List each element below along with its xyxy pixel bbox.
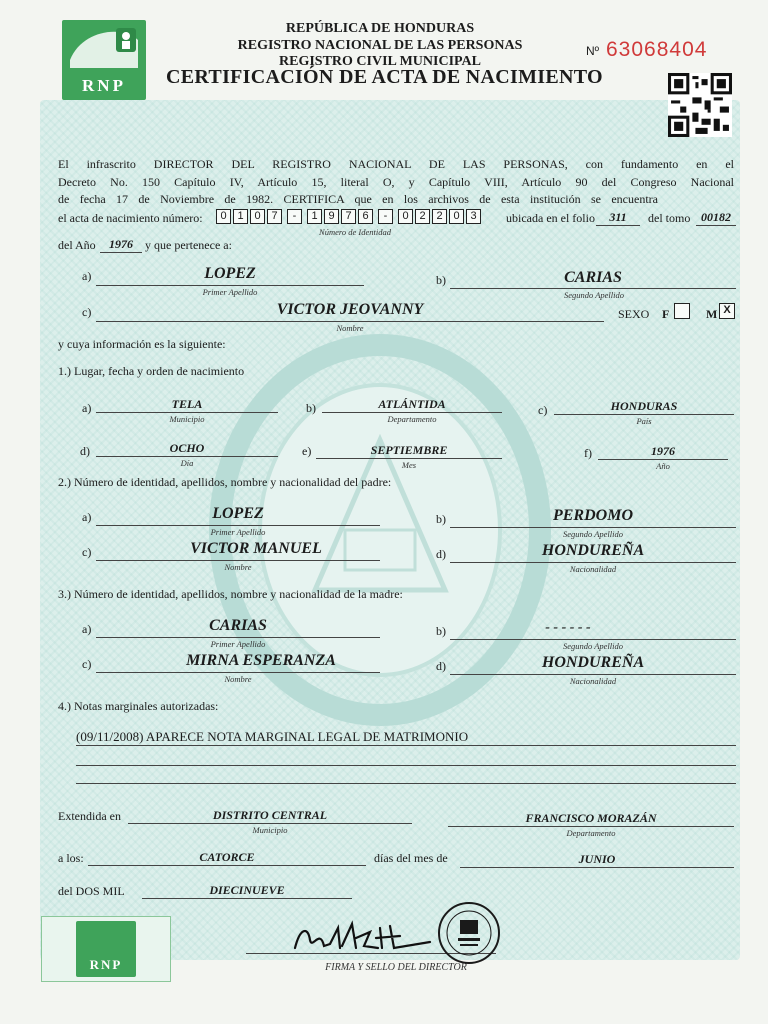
header-institution: REGISTRO NACIONAL DE LAS PERSONAS	[237, 38, 523, 53]
extendida-label: Extendida en	[58, 809, 121, 823]
s2-segundo-apellido: PERDOMO	[552, 507, 633, 524]
bottom-logo-frame	[41, 916, 171, 982]
intro-line-1: El infrascrito DIRECTOR DEL REGISTRO NACIONAL DE LAS PERSONAS, con fundamento en el	[58, 157, 734, 171]
id-digit: 7	[341, 209, 356, 224]
mes-emision: JUNIO	[578, 852, 616, 866]
header-country: REPÚBLICA DE HONDURAS	[285, 21, 475, 36]
section-1-label: 1.) Lugar, fecha y orden de nacimiento	[58, 364, 245, 378]
id-digit: 9	[324, 209, 339, 224]
s2-letter-d: d)	[436, 547, 446, 561]
s1-departamento-line	[322, 412, 502, 413]
dia-emision-line	[88, 865, 366, 866]
marginal-note: (09/11/2008) APARECE NOTA MARGINAL LEGAL DE MATRIMONIO	[76, 729, 469, 744]
serial-number: 63068404	[606, 38, 708, 61]
s3-letter-c: c)	[82, 657, 92, 671]
tomo-line	[696, 225, 736, 226]
dias-del-mes-label: días del mes de	[374, 851, 448, 865]
s2-nacionalidad-caption: Nacionalidad	[569, 564, 617, 574]
extendida-municipio-caption: Municipio	[252, 825, 288, 835]
s2-letter-b: b)	[436, 512, 446, 526]
notes-line-1	[76, 745, 736, 746]
extendida-departamento: FRANCISCO MORAZÁN	[525, 811, 657, 825]
sexo-f-label: F	[662, 307, 670, 321]
pertenece-label: y que pertenece a:	[145, 238, 232, 252]
s3-nombre: MIRNA ESPERANZA	[186, 652, 336, 669]
s3-primer-apellido: CARIAS	[209, 617, 267, 634]
s1-pais-line	[554, 414, 734, 415]
s2-nombre: VICTOR MANUEL	[190, 540, 322, 557]
subject-nombre-caption: Nombre	[336, 323, 364, 333]
subject-primer-apellido: LOPEZ	[204, 265, 256, 282]
official-stamp-icon	[436, 900, 502, 966]
s1-letter-d: d)	[80, 444, 90, 458]
anio-emision: DIECINUEVE	[209, 883, 285, 897]
s1-dia-line	[96, 456, 278, 457]
id-digit: 2	[415, 209, 430, 224]
subject-letter-a: a)	[82, 269, 92, 283]
s3-letter-d: d)	[436, 659, 446, 673]
subject-letter-c: c)	[82, 305, 92, 319]
anio-emision-line	[142, 898, 352, 899]
s2-nombre-caption: Nombre	[224, 562, 252, 572]
s2-letter-a: a)	[82, 510, 92, 524]
id-digit: 1	[233, 209, 248, 224]
extendida-municipio: DISTRITO CENTRAL	[212, 808, 328, 822]
s1-departamento: ATLÁNTIDA	[378, 397, 446, 411]
s1-letter-f: f)	[584, 446, 592, 460]
s1-pais: HONDURAS	[610, 399, 678, 413]
s2-primer-caption: Primer Apellido	[210, 527, 266, 537]
rnp-logo	[62, 20, 146, 100]
folio-line	[596, 225, 640, 226]
s2-segundo-line	[450, 527, 736, 528]
anio-label: del Año	[58, 238, 96, 252]
s3-nombre-line	[96, 672, 380, 673]
s2-segundo-caption: Segundo Apellido	[562, 529, 624, 539]
s3-nombre-caption: Nombre	[224, 674, 252, 684]
mes-emision-line	[460, 867, 734, 868]
id-digit: 0	[250, 209, 265, 224]
subject-segundo-caption: Segundo Apellido	[563, 290, 625, 300]
signature-caption: FIRMA Y SELLO DEL DIRECTOR	[325, 962, 467, 973]
document-title: CERTIFICACIÓN DE ACTA DE NACIMIENTO	[166, 66, 603, 88]
s3-nacionalidad-caption: Nacionalidad	[569, 676, 617, 686]
s3-letter-b: b)	[436, 624, 446, 638]
s3-segundo-caption: Segundo Apellido	[562, 641, 624, 651]
id-digit: 2	[432, 209, 447, 224]
serial-prefix: Nº	[586, 44, 600, 58]
subject-primer-line	[96, 285, 364, 286]
s1-municipio-line	[96, 412, 278, 413]
anio-value: 1976	[109, 237, 133, 251]
s3-primer-caption: Primer Apellido	[210, 639, 266, 649]
s1-mes: SEPTIEMBRE	[370, 443, 448, 457]
s1-municipio-caption: Municipio	[169, 414, 205, 424]
extendida-departamento-line	[448, 826, 734, 827]
s1-dia-caption: Día	[180, 458, 194, 468]
tomo-value: 00182	[701, 210, 731, 224]
s2-primer-line	[96, 525, 380, 526]
s3-nacionalidad-line	[450, 674, 736, 675]
notes-line-2	[76, 765, 736, 766]
s1-letter-b: b)	[306, 401, 316, 415]
s1-letter-a: a)	[82, 401, 92, 415]
flag-emblem-icon	[62, 20, 146, 78]
id-digit: -	[287, 209, 302, 224]
s3-nacionalidad: HONDUREÑA	[541, 654, 645, 671]
s1-pais-caption: País	[636, 416, 652, 426]
id-digit: 6	[358, 209, 373, 224]
anio-line	[100, 252, 142, 253]
header-registry: REGISTRO CIVIL MUNICIPAL	[279, 54, 481, 69]
section-3-label: 3.) Número de identidad, apellidos, nombre y nacionalidad de la madre:	[58, 587, 403, 601]
s2-nacionalidad-line	[450, 562, 736, 563]
s2-primer-apellido: LOPEZ	[212, 505, 264, 522]
intro-line-3: de fecha 17 de Noviembre de 1982. CERTIFICA que en los archivos de esta institución se encuentra	[58, 192, 658, 206]
section-4-label: 4.) Notas marginales autorizadas:	[58, 699, 219, 713]
id-digit: 0	[216, 209, 231, 224]
s1-letter-c: c)	[538, 403, 548, 417]
subject-nombre: VICTOR JEOVANNY	[276, 301, 424, 318]
s2-nombre-line	[96, 560, 380, 561]
id-digit: 3	[466, 209, 481, 224]
extendida-departamento-caption: Departamento	[566, 828, 616, 838]
s1-mes-line	[316, 458, 502, 459]
id-digit: 0	[449, 209, 464, 224]
folio-value: 311	[609, 210, 627, 224]
s1-anio-line	[598, 459, 728, 460]
s1-mes-caption: Mes	[401, 460, 417, 470]
director-signature	[290, 918, 440, 958]
sexo-label: SEXO	[618, 307, 650, 321]
dia-emision: CATORCE	[199, 850, 255, 864]
sexo-m-box: X	[719, 303, 735, 319]
tomo-label: del tomo	[648, 211, 691, 225]
dos-mil-label: del DOS MIL	[58, 884, 125, 898]
sexo-m-label: M	[706, 307, 718, 321]
s2-nacionalidad: HONDUREÑA	[541, 542, 645, 559]
id-digit: 7	[267, 209, 282, 224]
s1-municipio: TELA	[171, 397, 203, 411]
section-2-label: 2.) Número de identidad, apellidos, nombre y nacionalidad del padre:	[58, 475, 392, 489]
s3-segundo-apellido: - - - - - -	[545, 620, 591, 635]
rnp-logo-text: RNP	[82, 76, 126, 95]
id-number-caption: Número de Identidad	[319, 227, 391, 237]
s1-departamento-caption: Departamento	[387, 414, 437, 424]
bottom-rnp-logo-text: RNP	[89, 957, 123, 972]
subject-segundo-line	[450, 288, 736, 289]
s1-letter-e: e)	[302, 444, 312, 458]
s3-letter-a: a)	[82, 622, 92, 636]
notes-line-3	[76, 783, 736, 784]
bottom-rnp-logo	[76, 921, 136, 977]
id-digit: 0	[398, 209, 413, 224]
s1-anio-caption: Año	[656, 461, 670, 471]
intro-line-2: Decreto No. 150 Capítulo IV, Artículo 15, literal O, y Capítulo VIII, Artículo 90 del Congreso Nacional	[58, 175, 734, 189]
id-number-boxes	[216, 209, 496, 227]
subject-nombre-line	[96, 321, 604, 322]
extendida-municipio-line	[128, 823, 412, 824]
subject-segundo-apellido: CARIAS	[564, 269, 622, 286]
acta-number-label: el acta de nacimiento número:	[58, 211, 203, 225]
qr-code-icon	[668, 73, 732, 137]
s1-anio: 1976	[651, 444, 675, 458]
s3-primer-line	[96, 637, 380, 638]
s2-letter-c: c)	[82, 545, 92, 559]
sexo-f-box	[674, 303, 690, 319]
subject-primer-caption: Primer Apellido	[202, 287, 258, 297]
folio-label: ubicada en el folio	[506, 211, 595, 225]
info-label: y cuya información es la siguiente:	[58, 337, 226, 351]
subject-letter-b: b)	[436, 273, 446, 287]
id-digit: -	[378, 209, 393, 224]
id-digit: 1	[307, 209, 322, 224]
s3-segundo-line	[450, 639, 736, 640]
s1-dia: OCHO	[169, 441, 205, 455]
a-los-label: a los:	[58, 851, 84, 865]
